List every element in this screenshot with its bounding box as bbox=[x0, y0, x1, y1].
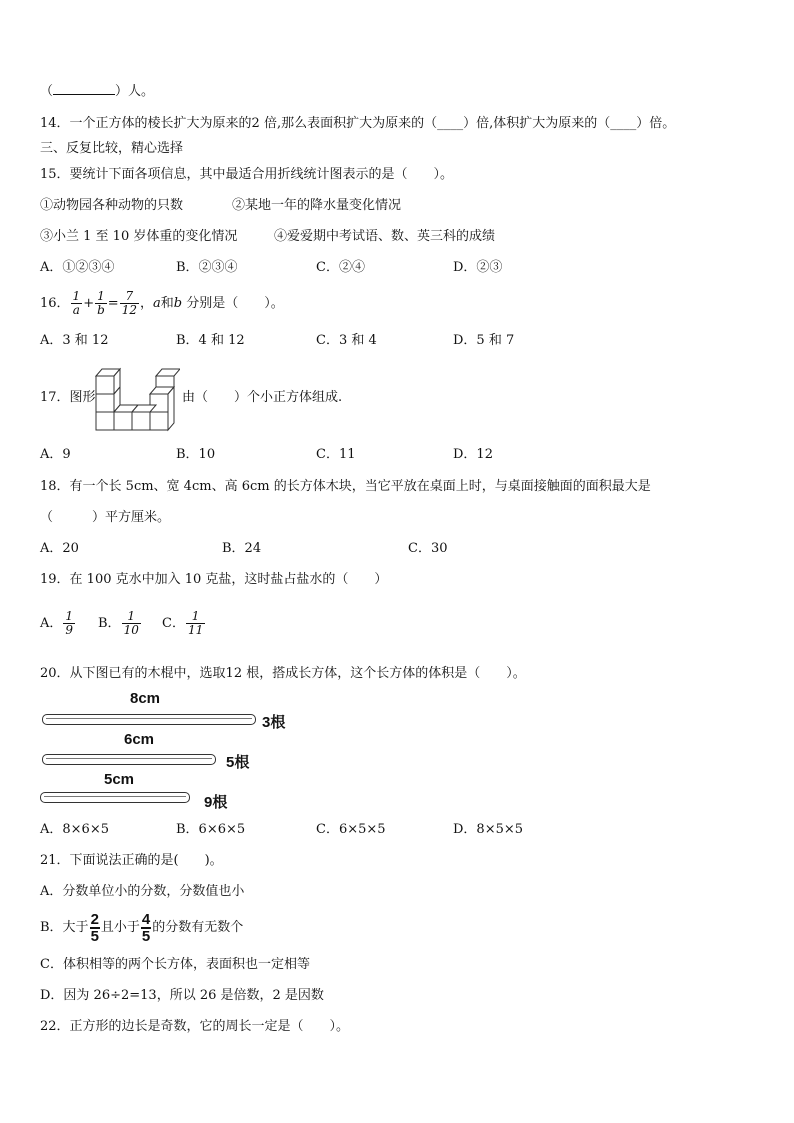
q15-option-d[interactable]: D．②③ bbox=[453, 260, 503, 275]
question-22-stem: 22．正方形的边长是奇数，它的周长一定是（ ）。 bbox=[40, 1019, 350, 1034]
q19-option-c[interactable]: C． $\frac{1}{11}$ bbox=[162, 609, 204, 637]
question-17-post: 由（ ）个小正方体组成. bbox=[182, 390, 343, 405]
q21-option-c[interactable]: C．体积相等的两个长方体，表面积也一定相等 bbox=[40, 957, 310, 972]
fraction-1-a: $\frac{1}{a}$ bbox=[72, 289, 81, 317]
q17-option-c[interactable]: C．11 bbox=[316, 447, 356, 462]
q16-option-c[interactable]: C．3 和 4 bbox=[316, 333, 377, 348]
q15-item-2: ②某地一年的降水量变化情况 bbox=[232, 198, 402, 213]
q19-option-a[interactable]: A． $\frac{1}{9}$ bbox=[40, 609, 74, 637]
q16-option-b[interactable]: B．4 和 12 bbox=[176, 333, 245, 348]
q20-option-d[interactable]: D．8×5×5 bbox=[453, 822, 524, 837]
rod-5cm-count: 9根 bbox=[204, 794, 228, 811]
cube-stack-figure bbox=[94, 362, 180, 432]
q18-option-b[interactable]: B．24 bbox=[222, 541, 262, 556]
fraction-4-5: $\frac{4}{5}$ bbox=[141, 910, 151, 945]
q20-option-a[interactable]: A．8×6×5 bbox=[40, 822, 109, 837]
q21-option-a[interactable]: A．分数单位小的分数，分数值也小 bbox=[40, 884, 245, 899]
rod-8cm-length: 8cm bbox=[130, 690, 161, 707]
q20-option-c[interactable]: C．6×5×5 bbox=[316, 822, 386, 837]
q15-item-4: ④爱爱期中考试语、数、英三科的成绩 bbox=[274, 229, 496, 244]
q15-item-3: ③小兰 1 至 10 岁体重的变化情况 bbox=[40, 229, 238, 244]
question-20-stem: 20．从下图已有的木棍中，选取12 根，搭成长方体，这个长方体的体积是（ ）。 bbox=[40, 666, 526, 681]
q16-option-d[interactable]: D．5 和 7 bbox=[453, 333, 515, 348]
answer-line-top: （ ）人。 bbox=[40, 84, 155, 99]
rod-8cm-count: 3根 bbox=[262, 714, 286, 731]
q17-option-a[interactable]: A．9 bbox=[40, 447, 71, 462]
rod-5cm bbox=[40, 792, 190, 803]
question-18-stem-2: （ ）平方厘米。 bbox=[40, 510, 171, 525]
fraction-1-b: $\frac{1}{b}$ bbox=[97, 289, 105, 317]
q21-option-b[interactable]: B．大于 $\frac{2}{5}$ 且小于 $\frac{4}{5}$ 的分数有无数个 bbox=[40, 910, 244, 945]
q18-option-c[interactable]: C．30 bbox=[408, 541, 448, 556]
q19-option-b[interactable]: B． $\frac{1}{10}$ bbox=[98, 609, 139, 637]
q21-option-d[interactable]: D．因为 26÷2=13，所以 26 是倍数，2 是因数 bbox=[40, 988, 324, 1003]
rod-6cm-count: 5根 bbox=[226, 754, 250, 771]
rod-6cm-length: 6cm bbox=[124, 731, 155, 748]
question-14: 14．一个正方体的棱长扩大为原来的2 倍,那么表面积扩大为原来的（____）倍,体积扩大为原来的（____）倍。 bbox=[40, 116, 676, 131]
question-18-stem: 18．有一个长 5cm、宽 4cm、高 6cm 的长方体木块，当它平放在桌面上时，与桌面接触面的面积最大是 bbox=[40, 479, 651, 494]
q15-option-c[interactable]: C．②④ bbox=[316, 260, 365, 275]
rod-5cm-length: 5cm bbox=[104, 771, 135, 788]
q16-option-a[interactable]: A．3 和 12 bbox=[40, 333, 109, 348]
rod-6cm bbox=[42, 754, 216, 765]
fraction-7-12: $\frac{7}{12}$ bbox=[121, 289, 137, 317]
q20-option-b[interactable]: B．6×6×5 bbox=[176, 822, 246, 837]
question-17-pre: 17．图形 bbox=[40, 390, 96, 405]
fraction-2-5: $\frac{2}{5}$ bbox=[90, 910, 99, 945]
section-heading: 三、反复比较，精心选择 bbox=[40, 141, 184, 156]
question-15-stem: 15．要统计下面各项信息，其中最适合用折线统计图表示的是（ ）。 bbox=[40, 167, 454, 182]
question-19-stem: 19．在 100 克水中加入 10 克盐，这时盐占盐水的（ ） bbox=[40, 572, 388, 587]
q18-option-a[interactable]: A．20 bbox=[40, 541, 79, 556]
q17-option-d[interactable]: D．12 bbox=[453, 447, 493, 462]
q17-option-b[interactable]: B．10 bbox=[176, 447, 216, 462]
q15-item-1: ①动物园各种动物的只数 bbox=[40, 198, 184, 213]
rod-8cm bbox=[42, 714, 256, 725]
q15-option-a[interactable]: A．①②③④ bbox=[40, 260, 115, 275]
q15-option-b[interactable]: B．②③④ bbox=[176, 260, 238, 275]
question-21-stem: 21．下面说法正确的是( )。 bbox=[40, 853, 223, 868]
question-16-stem: 16． $\frac{1}{a}$ + $\frac{1}{b}$ = $\frac{7}{12}$ ，a和b 分别是（ ）。 bbox=[40, 289, 284, 317]
